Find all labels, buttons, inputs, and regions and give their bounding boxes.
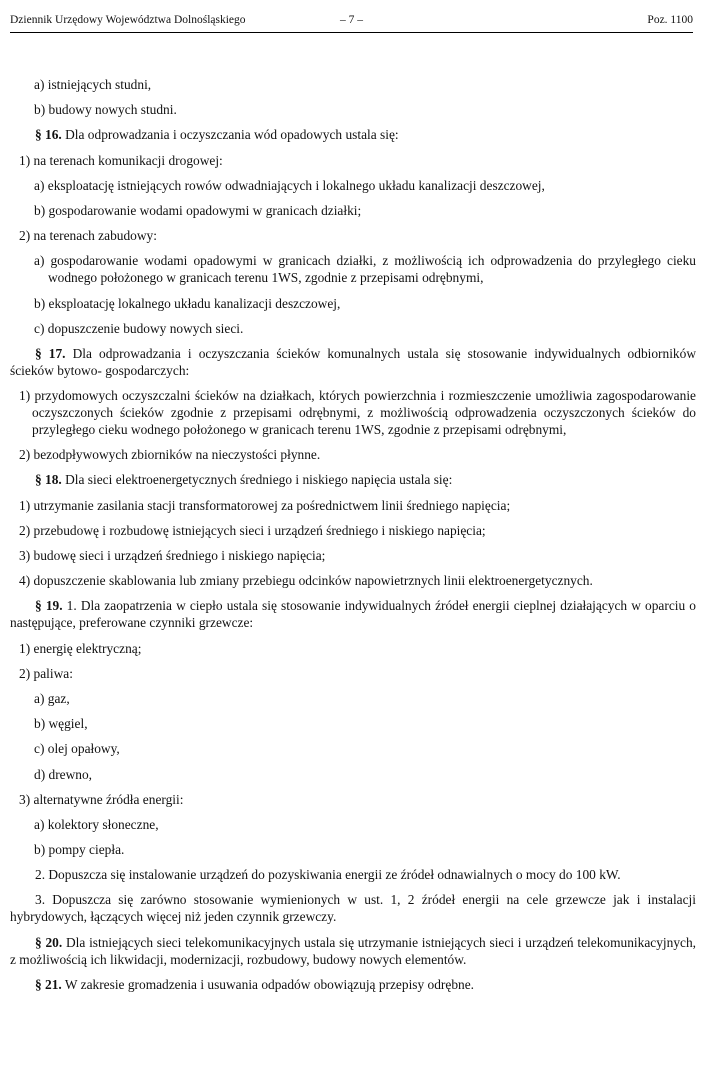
list-item: [10, 387, 696, 438]
list-item: [10, 177, 696, 194]
paragraph-text: 2) paliwa:: [19, 665, 73, 681]
paragraph-text: b) budowy nowych studni.: [34, 102, 177, 118]
paragraph-text: 1) przydomowych oczyszczalni ścieków na działkach, których powierzchnia i rozmieszczenie umożliwia zagospodarowanie oczyszczonych ścieków zgodnie z przepisami odrębnymi, z możliwością odprowadzenia oczyszczonych ścieków do przyległego cieku wodnego położonego w granicach terenu 1WS, zgodnie z przepisami odrębnymi,: [19, 388, 696, 438]
list-item: [10, 295, 696, 312]
paragraph: [10, 866, 696, 883]
section-number: § 21.: [35, 976, 62, 992]
section-number: § 16.: [35, 127, 62, 143]
paragraph: [10, 126, 696, 143]
paragraph-text: a) gaz,: [34, 690, 70, 706]
paragraph-text: a) eksploatację istniejących rowów odwadniających i lokalnego układu kanalizacji deszczowej,: [34, 177, 545, 193]
paragraph-text: c) dopuszczenie budowy nowych sieci.: [34, 320, 244, 336]
list-item: [10, 227, 696, 244]
paragraph-text: b) węgiel,: [34, 716, 88, 732]
section-number: § 19.: [35, 598, 63, 614]
list-item: [10, 690, 696, 707]
list-item: [10, 740, 696, 757]
paragraph-text: 3) budowę sieci i urządzeń średniego i niskiego napięcia;: [19, 548, 326, 563]
paragraph-text: b) pompy ciepła.: [34, 842, 125, 858]
position-number: Poz. 1100: [647, 14, 693, 26]
paragraph-text: Dla odprowadzania i oczyszczania ścieków komunalnych ustala się stosowanie indywidualnych odbiorników ścieków bytowo- gospodarczych:: [10, 345, 696, 378]
paragraph-text: 1) energię elektryczną;: [19, 640, 142, 656]
list-item: [10, 766, 696, 783]
section-number: § 17.: [35, 345, 66, 361]
list-item: [10, 816, 696, 833]
paragraph-text: 2. Dopuszcza się instalowanie urządzeń do pozyskiwania energii ze źródeł odnawialnych o mocy do 100 kW.: [35, 867, 621, 883]
paragraph-text: a) gospodarowanie wodami opadowymi w granicach działki, z możliwością ich odprowadzenia do przyległego cieku wodnego położonego w granicach terenu 1WS, zgodnie z przepisami odrębnymi,: [34, 253, 696, 286]
list-item: [10, 665, 696, 682]
list-item: [10, 497, 696, 514]
list-item: [10, 640, 696, 657]
paragraph-text: 2) przebudowę i rozbudowę istniejących sieci i urządzeń średniego i niskiego napięcia;: [19, 522, 486, 538]
journal-title: Dziennik Urzędowy Województwa Dolnośląskiego: [10, 14, 246, 26]
paragraph-text: 3. Dopuszcza się zarówno stosowanie wymienionych w ust. 1, 2 źródeł energii na cele grzewcze jak i instalacji hybrydowych, łączących więcej niż jeden czynnik grzewczy.: [10, 892, 696, 925]
list-item: [10, 252, 696, 286]
paragraph-text: 1) na terenach komunikacji drogowej:: [19, 152, 223, 168]
paragraph: [10, 471, 696, 488]
paragraph-text: a) istniejących studni,: [34, 77, 152, 92]
paragraph-text: 4) dopuszczenie skablowania lub zmiany przebiegu odcinków napowietrznych linii elektroenergetycznych.: [19, 573, 593, 589]
list-item: [10, 547, 696, 564]
document-body: [10, 76, 696, 1001]
list-item: [10, 101, 696, 118]
paragraph: [10, 976, 696, 993]
section-number: § 20.: [35, 934, 63, 950]
paragraph-text: c) olej opałowy,: [34, 741, 120, 757]
paragraph-text: a) kolektory słoneczne,: [34, 816, 159, 832]
paragraph-text: Dla sieci elektroenergetycznych średniego i niskiego napięcia ustala się:: [61, 472, 453, 488]
list-item: [10, 791, 696, 808]
list-item: [10, 522, 696, 539]
list-item: [10, 841, 696, 858]
paragraph-text: b) eksploatację lokalnego układu kanalizacji deszczowej,: [34, 295, 341, 311]
paragraph-text: 1. Dla zaopatrzenia w ciepło ustala się stosowanie indywidualnych źródeł energii cieplnej działających w oparciu o następujące, preferowane czynniki grzewcze:: [10, 598, 696, 631]
list-item: [10, 572, 696, 589]
paragraph-text: 2) na terenach zabudowy:: [19, 228, 157, 244]
paragraph-text: 2) bezodpływowych zbiorników na nieczystości płynne.: [19, 447, 321, 463]
paragraph-text: Dla odprowadzania i oczyszczania wód opadowych ustala się:: [61, 127, 399, 143]
section-number: § 18.: [35, 472, 62, 488]
list-item: [10, 202, 696, 219]
paragraph-text: W zakresie gromadzenia i usuwania odpadów obowiązują przepisy odrębne.: [61, 976, 475, 992]
list-item: [10, 76, 696, 93]
list-item: [10, 446, 696, 463]
paragraph: [10, 345, 696, 379]
paragraph-text: Dla istniejących sieci telekomunikacyjnych ustala się utrzymanie istniejących sieci i urządzeń telekomunikacyjnych, z możliwością ich likwidacji, modernizacji, rozbudowy, budowy nowych elementów.: [10, 934, 696, 967]
page-header: [10, 12, 693, 33]
list-item: [10, 715, 696, 732]
list-item: [10, 320, 696, 337]
paragraph-text: d) drewno,: [34, 766, 93, 782]
paragraph-text: 3) alternatywne źródła energii:: [19, 791, 184, 807]
list-item: [10, 152, 696, 169]
paragraph-text: 1) utrzymanie zasilania stacji transformatorowej za pośrednictwem linii średniego napięcia;: [19, 497, 511, 513]
page-number: – 7 –: [340, 14, 363, 26]
paragraph: [10, 597, 696, 631]
paragraph-text: b) gospodarowanie wodami opadowymi w granicach działki;: [34, 202, 362, 218]
paragraph: [10, 934, 696, 968]
paragraph: [10, 891, 696, 925]
